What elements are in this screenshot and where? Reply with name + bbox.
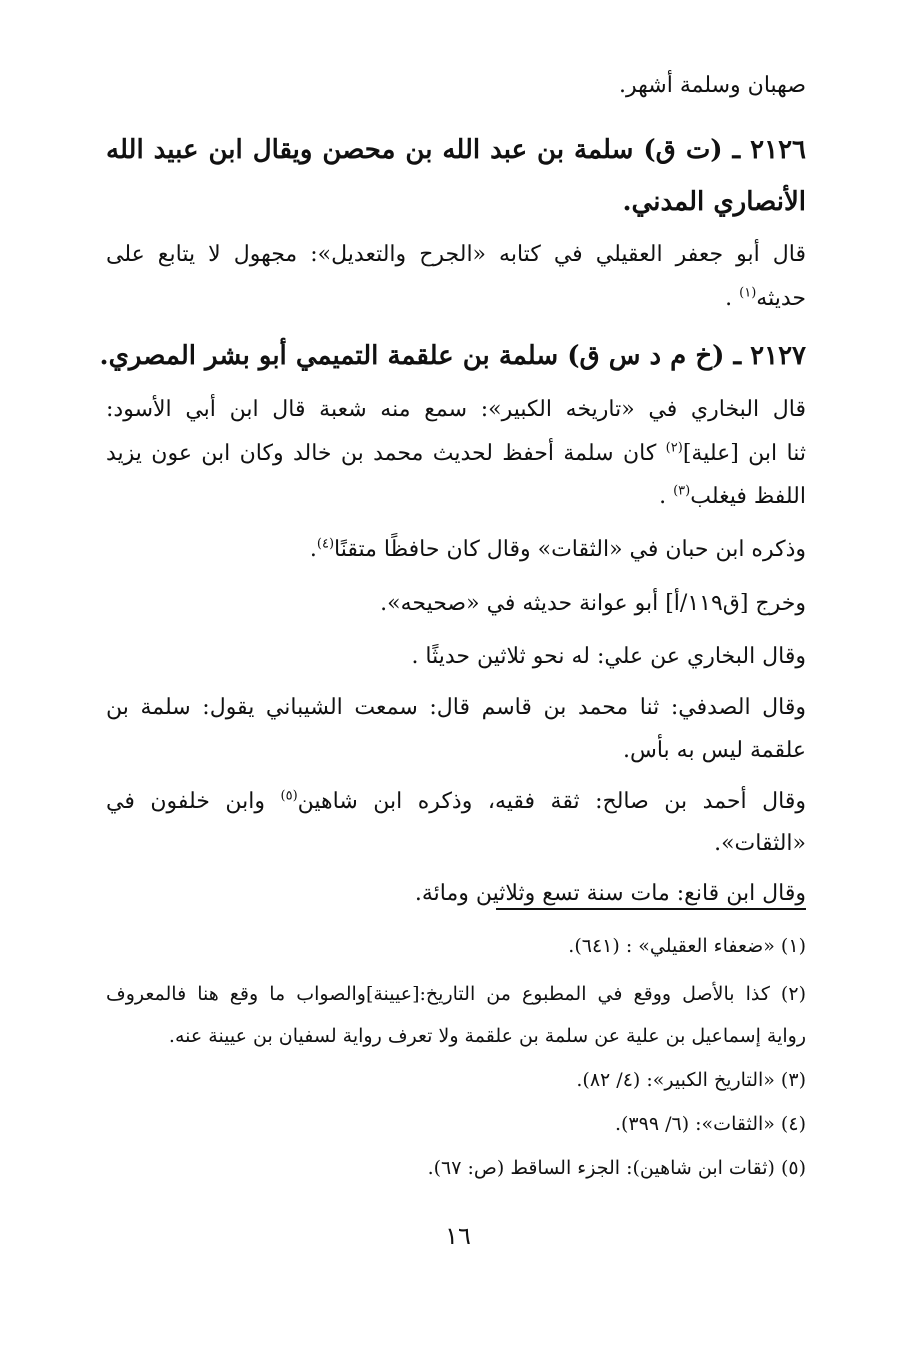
footnote-ref: (١) [739,285,757,301]
text-line [106,483,806,512]
footnote-separator [496,908,806,910]
text-line [106,285,806,314]
text-line [106,440,806,469]
text-line: قال أبو جعفر العقيلي في كتابه «الجرح والتعديل»: مجهول لا يتابع على [106,242,806,267]
text-span: . [309,537,317,562]
text-line: صهبان وسلمة أشهر. [619,73,806,98]
text-span: وقال أحمد بن صالح: ثقة فقيه، وذكره ابن شاهين [297,789,806,814]
text-line [106,536,806,565]
text-span: اللفظ فيغلب [690,484,806,509]
entry-heading-2126: ٢١٢٦ ـ (ت ق) سلمة بن عبد الله بن محصن ويقال ابن عبيد الله [106,135,806,165]
text-span: كان سلمة أحفظ لحديث محمد بن خالد وكان ابن عون يزيد [106,441,666,466]
text-line [106,788,806,817]
entry-heading-2127: ٢١٢٧ ـ (خ م د س ق) سلمة بن علقمة التميمي أبو بشر المصري. [99,341,806,371]
text-line: «الثقات». [714,831,806,856]
text-line: علقمة ليس به بأس. [622,738,806,763]
footnote-1: (١) «ضعفاء العقيلي» : (٦٤١). [568,935,806,957]
text-span: ثنا ابن [علية] [682,441,806,466]
footnote-2-cont: رواية إسماعيل بن علية عن سلمة بن علقمة ولا تعرف رواية لسفيان بن عيينة عنه. [168,1025,806,1047]
text-span: وذكره ابن حبان في «الثقات» وقال كان حافظًا متقنًا [334,537,806,562]
text-line: وقال ابن قانع: مات سنة تسع وثلاثين ومائة. [414,881,806,906]
text-line: قال البخاري في «تاريخه الكبير»: سمع منه شعبة قال ابن أبي الأسود: [106,397,806,422]
entry-heading-2126-cont: الأنصاري المدني. [622,187,806,217]
footnote-ref: (٤) [316,536,335,552]
footnote-5: (٥) (ثقات ابن شاهين): الجزء الساقط (ص: ٦٧). [427,1157,806,1179]
footnote-2: (٢) كذا بالأصل ووقع في المطبوع من التاريخ:[عيينة]والصواب ما وقع هنا فالمعروف [106,983,806,1005]
page-number: ١٦ [445,1222,471,1250]
text-span: حديثه [756,286,806,311]
footnote-4: (٤) «الثقات»: (٦/ ٣٩٩). [614,1113,806,1135]
footnote-ref: (٣) [673,483,691,499]
footnote-ref: (٢) [665,440,683,456]
text-span: وابن خلفون في [106,789,281,814]
footnote-3: (٣) «التاريخ الكبير»: (٤/ ٨٢). [576,1069,806,1091]
text-line: وخرج [ق١١٩/أ] أبو عوانة حديثه في «صحيحه». [380,591,806,616]
text-line: وقال البخاري عن علي: له نحو ثلاثين حديثًا . [411,644,806,669]
footnote-ref: (٥) [280,788,298,804]
text-span: . [725,286,740,311]
text-span: . [659,484,674,509]
text-line: وقال الصدفي: ثنا محمد بن قاسم قال: سمعت الشيباني يقول: سلمة بن [106,695,806,720]
